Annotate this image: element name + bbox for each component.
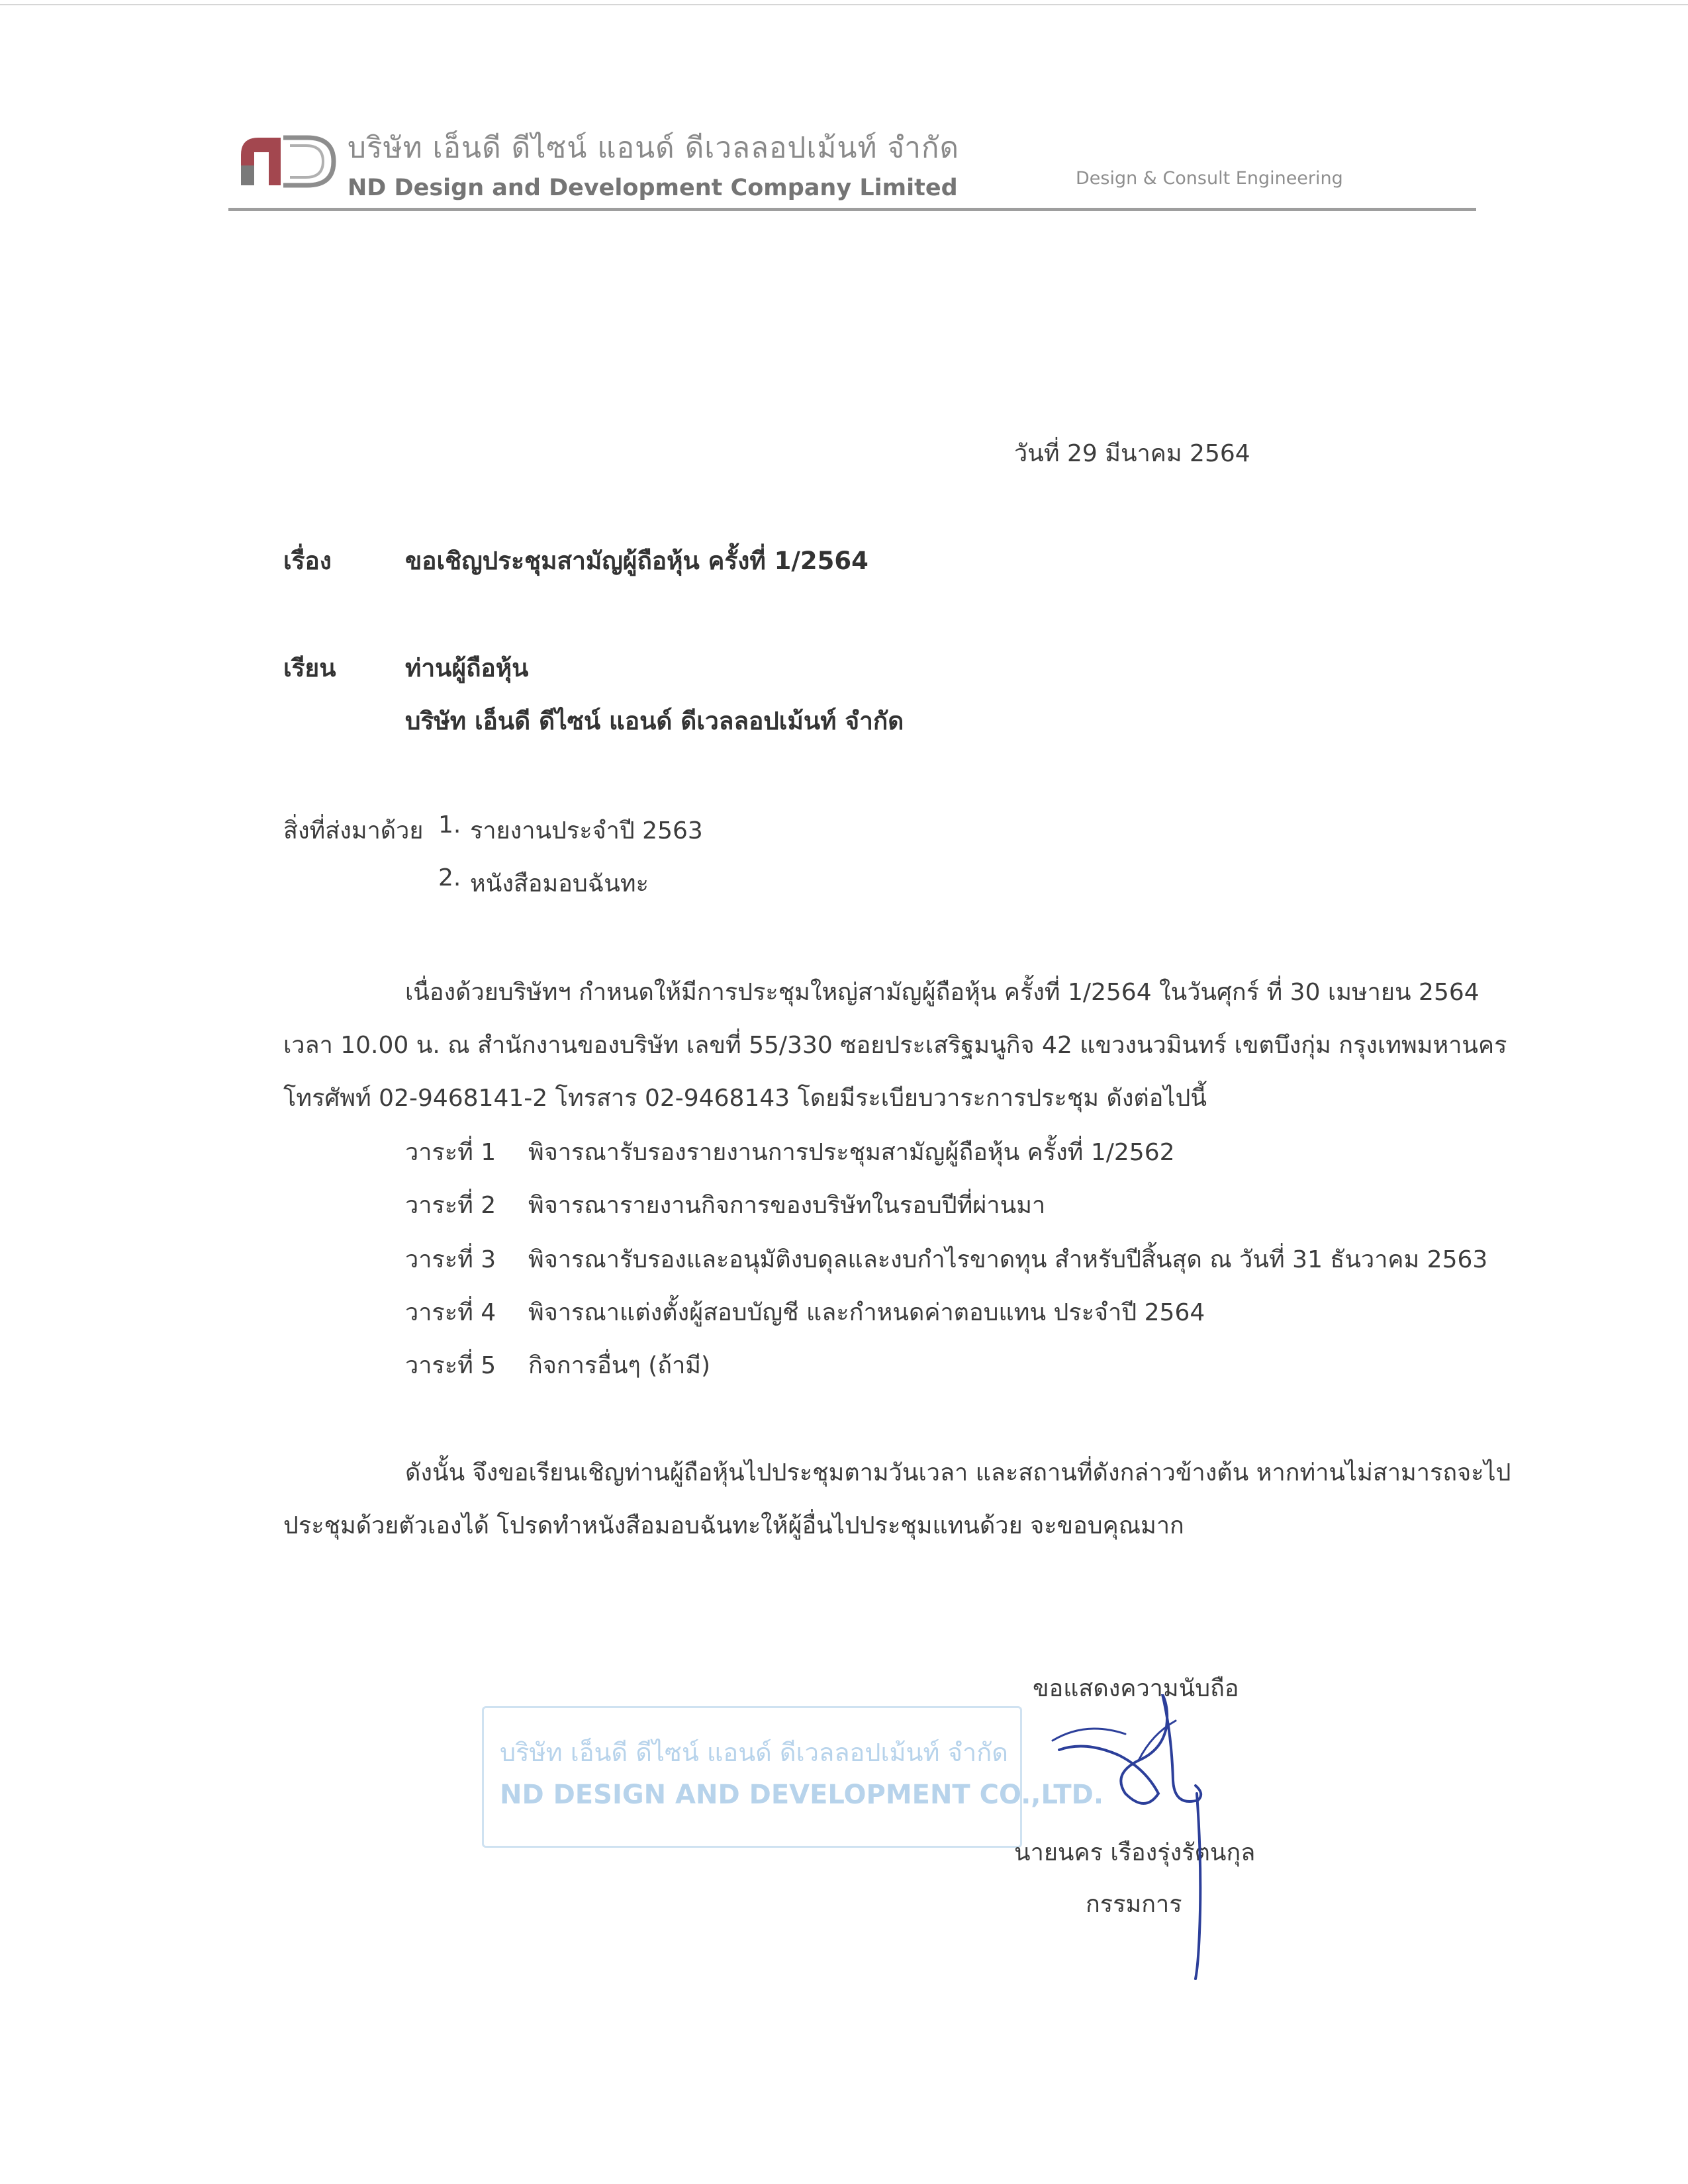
subject-text: ขอเชิญประชุมสามัญผู้ถือหุ้น ครั้งที่ 1/2564 [405,547,868,575]
agenda-text-2: พิจารณารายงานกิจการของบริษัทในรอบปีที่ผ่านมา [528,1192,1046,1219]
agenda-text-5: กิจการอื่นๆ (ถ้ามี) [528,1352,711,1379]
enclosure-item-2-text: หนังสือมอบฉันทะ [470,870,649,897]
enclosure-item-1-text: รายงานประจำปี 2563 [470,817,703,844]
signoff-regards: ขอแสดงความนับถือ [1033,1675,1239,1702]
signatory-name: นายนคร เรืองรุ่งรัตนกุล [1014,1839,1256,1866]
enclosure-item-1-num: 1. [438,811,461,839]
letterhead-divider [228,208,1476,211]
agenda-label-5: วาระที่ 5 [405,1352,496,1379]
handwritten-signature-icon [1046,1694,1258,1985]
enclosures-label: สิ่งที่ส่งมาด้วย [283,817,424,844]
stamp-text-thai: บริษัท เอ็นดี ดีไซน์ แอนด์ ดีเวลลอปเม้นท์ จำกัด [500,1738,1008,1767]
company-tagline: Design & Consult Engineering [1076,168,1343,189]
body-intro-line-1: เนื่องด้วยบริษัทฯ กำหนดให้มีการประชุมใหญ่สามัญผู้ถือหุ้น ครั้งที่ 1/2564 ในวันศุกร์ ที่ 30 เมษายน 2564 [405,979,1479,1006]
agenda-label-4: วาระที่ 4 [405,1299,496,1326]
signatory-title: กรรมการ [1086,1891,1182,1918]
recipient-line-2: บริษัท เอ็นดี ดีไซน์ แอนด์ ดีเวลลอปเม้นท์ จำกัด [405,707,904,735]
agenda-label-1: วาระที่ 1 [405,1139,496,1166]
body-intro-line-2: เวลา 10.00 น. ณ สำนักงานของบริษัท เลขที่ 55/330 ซอยประเสริฐมนูกิจ 42 แขวงนวมินทร์ เขตบึงกุ่ม กรุงเทพมหานคร [283,1032,1507,1059]
subject-label: เรื่อง [283,547,332,575]
agenda-text-1: พิจารณารับรองรายงานการประชุมสามัญผู้ถือหุ้น ครั้งที่ 1/2562 [528,1139,1175,1166]
stamp-text-english: ND DESIGN AND DEVELOPMENT CO.,LTD. [500,1780,1104,1810]
agenda-label-3: วาระที่ 3 [405,1246,496,1273]
agenda-text-3: พิจารณารับรองและอนุมัติงบดุลและงบกำไรขาดทุน สำหรับปีสิ้นสุด ณ วันที่ 31 ธันวาคม 2563 [528,1246,1488,1273]
recipient-label: เรียน [283,654,336,682]
enclosure-item-2-num: 2. [438,864,461,891]
agenda-label-2: วาระที่ 2 [405,1192,496,1219]
body-intro-line-3: โทรศัพท์ 02-9468141-2 โทรสาร 02-9468143 โดยมีระเบียบวาระการประชุม ดังต่อไปนี้ [283,1085,1207,1112]
nd-logo-icon [238,132,338,188]
closing-line-1: ดังนั้น จึงขอเรียนเชิญท่านผู้ถือหุ้นไปประชุมตามวันเวลา และสถานที่ดังกล่าวข้างต้น หากท่านไม่สามารถจะไป [405,1459,1511,1486]
recipient-line-1: ท่านผู้ถือหุ้น [405,654,529,682]
agenda-text-4: พิจารณาแต่งตั้งผู้สอบบัญชี และกำหนดค่าตอบแทน ประจำปี 2564 [528,1299,1205,1326]
scan-edge-line [0,4,1688,5]
company-name-thai: บริษัท เอ็นดี ดีไซน์ แอนด์ ดีเวลลอปเม้นท์ จำกัด [348,131,960,165]
closing-line-2: ประชุมด้วยตัวเองได้ โปรดทำหนังสือมอบฉันทะให้ผู้อื่นไปประชุมแทนด้วย จะขอบคุณมาก [283,1512,1184,1539]
company-seal-stamp-icon [482,1706,1104,1848]
letter-date: วันที่ 29 มีนาคม 2564 [1014,440,1250,467]
company-name-english: ND Design and Development Company Limited [348,175,958,201]
